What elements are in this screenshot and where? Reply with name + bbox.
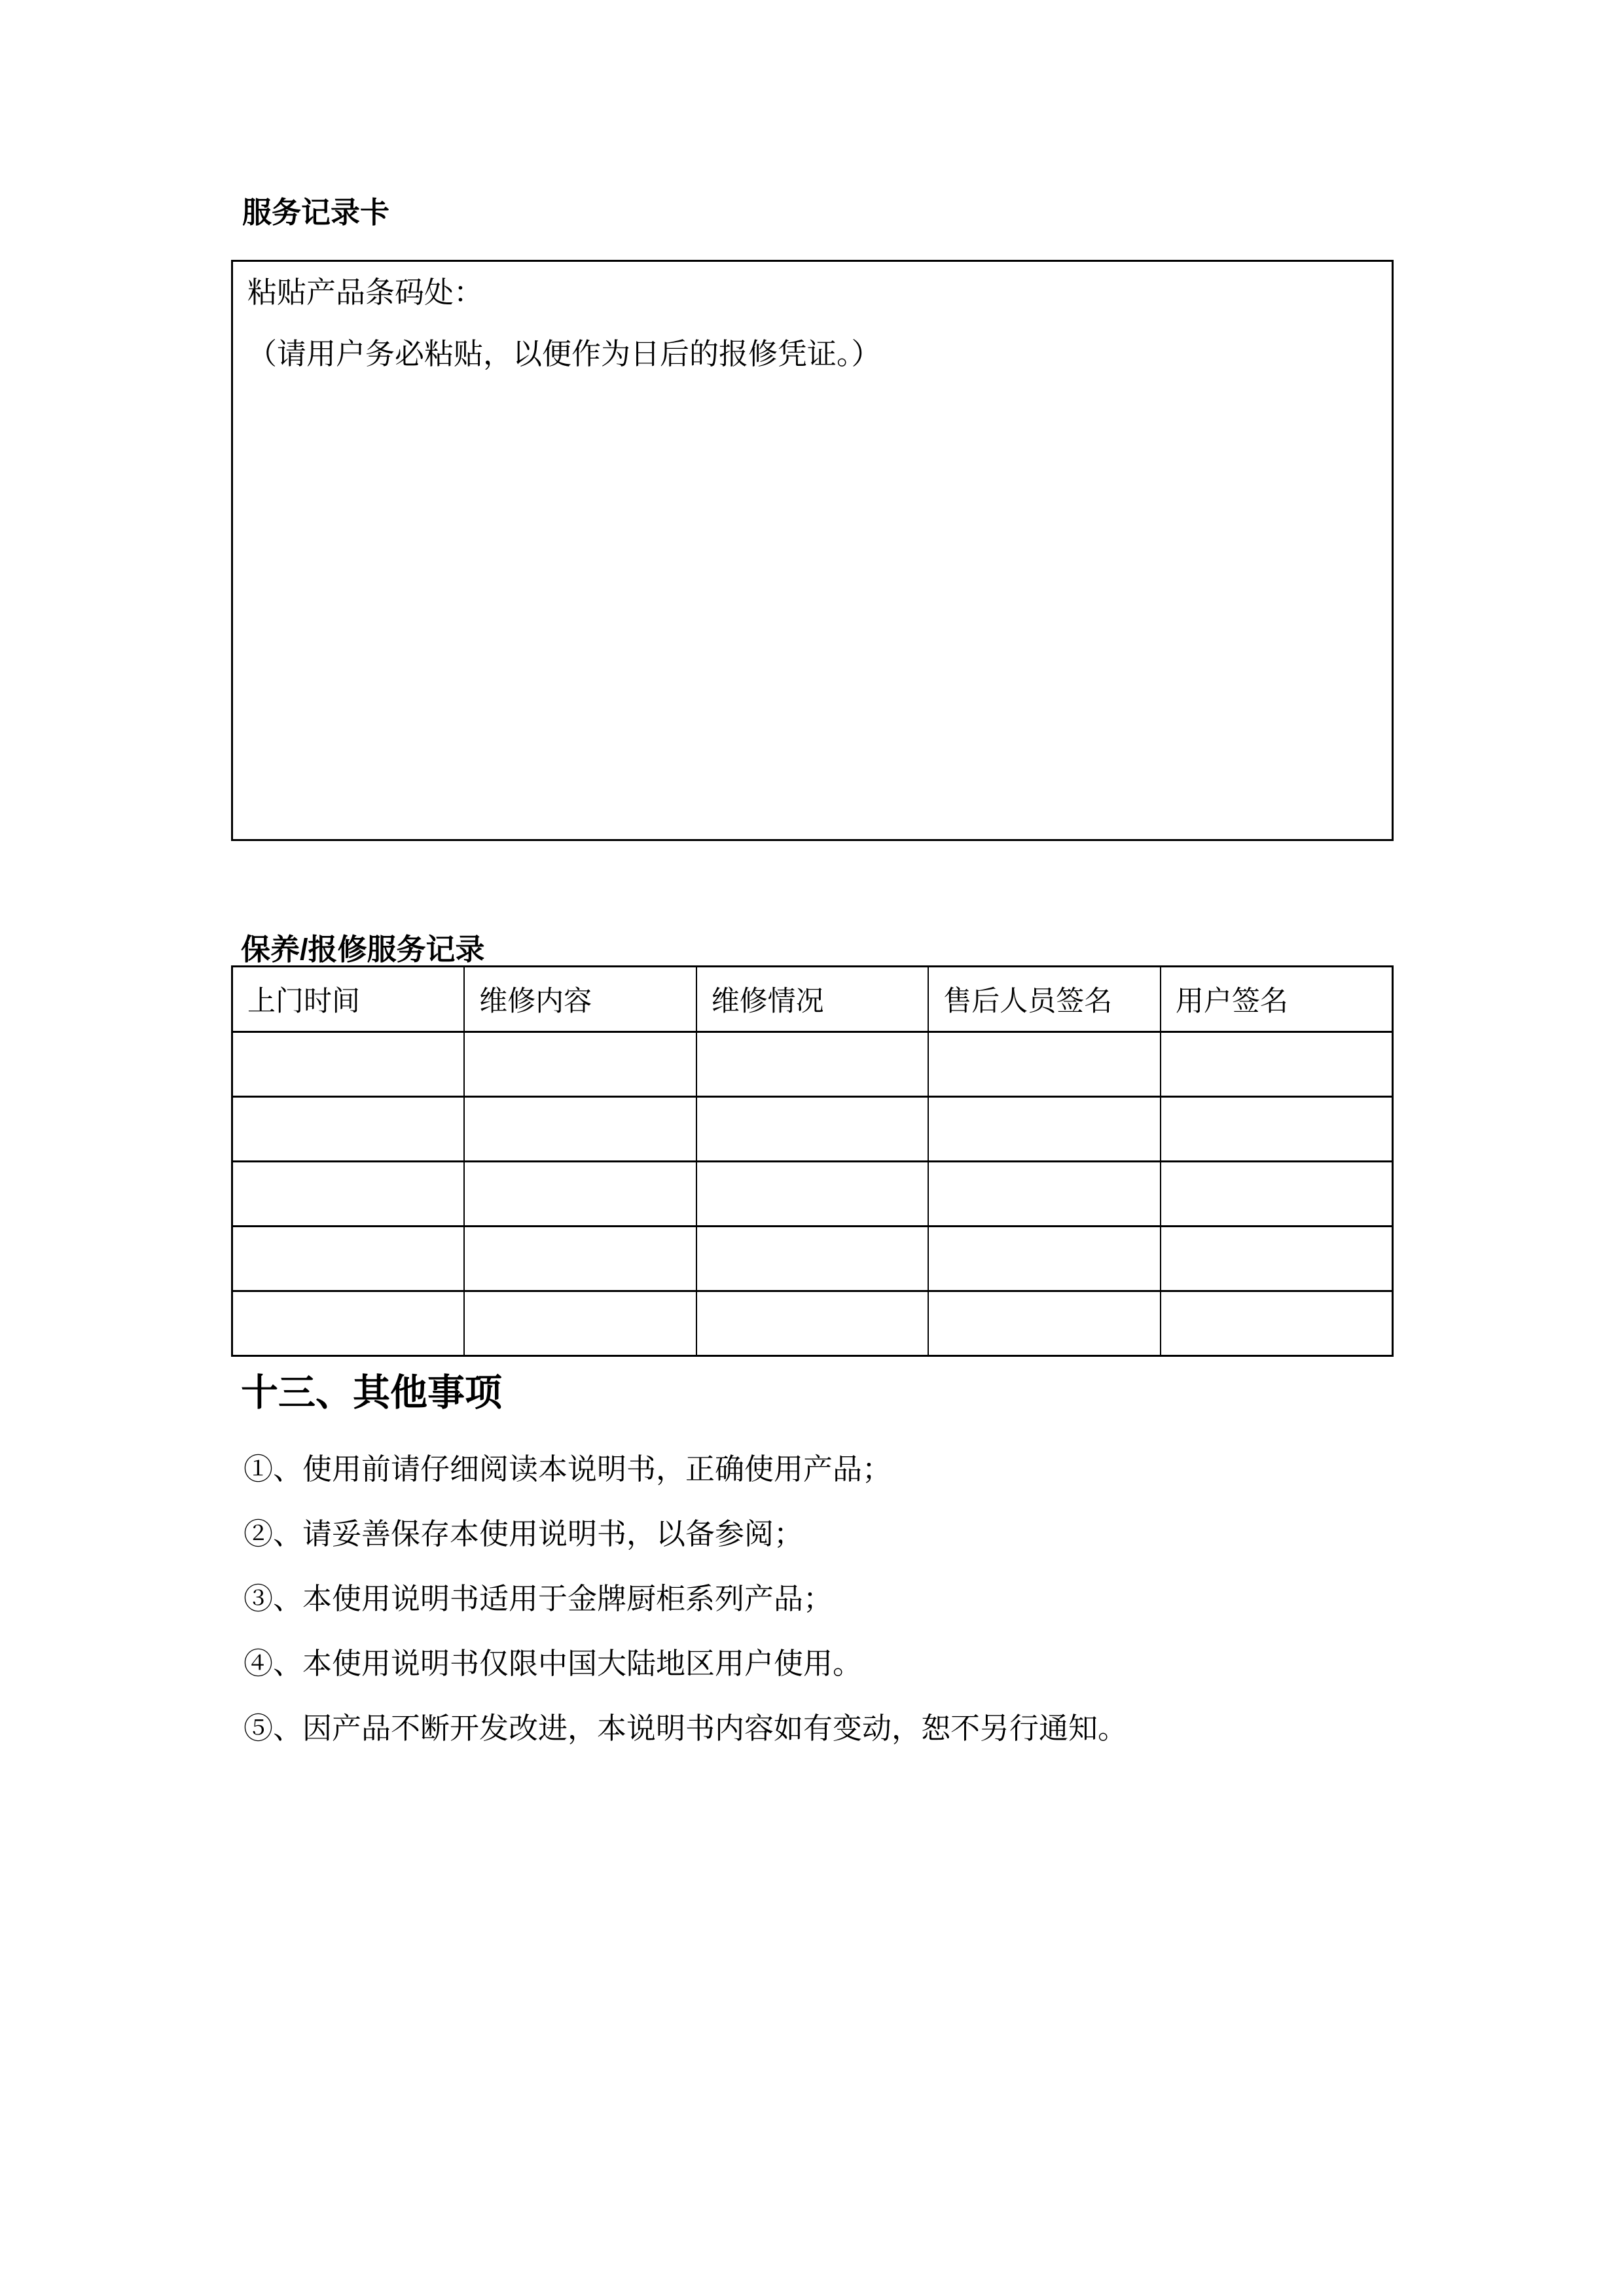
table-cell bbox=[232, 1097, 465, 1162]
other-matters-title: 十三、其他事项 bbox=[241, 1372, 502, 1414]
other-matters-item: ③、本使用说明书适用于金牌厨柜系列产品； bbox=[244, 1582, 833, 1615]
table-row bbox=[232, 1162, 1393, 1227]
table-cell bbox=[1161, 1032, 1393, 1097]
table-cell bbox=[696, 1097, 929, 1162]
table-cell bbox=[1161, 1227, 1393, 1291]
table-cell bbox=[928, 1032, 1161, 1097]
table-cell bbox=[696, 1162, 929, 1227]
table-cell bbox=[464, 1162, 696, 1227]
table-cell bbox=[696, 1291, 929, 1356]
table-cell bbox=[696, 1227, 929, 1291]
table-cell bbox=[928, 1097, 1161, 1162]
service-card-title: 服务记录卡 bbox=[242, 196, 390, 229]
service-record-title: 保养/报修服务记录 bbox=[241, 933, 485, 966]
barcode-box-note: （请用户务必粘贴，以便作为日后的报修凭证。） bbox=[247, 337, 881, 370]
table-header-cell: 维修内容 bbox=[464, 967, 696, 1032]
table-cell bbox=[928, 1227, 1161, 1291]
table-header-cell: 售后人员签名 bbox=[928, 967, 1161, 1032]
other-matters-item: ④、本使用说明书仅限中国大陆地区用户使用。 bbox=[244, 1647, 863, 1680]
table-cell bbox=[232, 1032, 465, 1097]
table-header-cell: 用户签名 bbox=[1161, 967, 1393, 1032]
other-matters-item: ①、使用前请仔细阅读本说明书，正确使用产品； bbox=[244, 1452, 892, 1486]
table-cell bbox=[464, 1097, 696, 1162]
other-matters-list bbox=[244, 1452, 1127, 1776]
table-cell bbox=[1161, 1291, 1393, 1356]
table-cell bbox=[696, 1032, 929, 1097]
table-header-cell: 维修情况 bbox=[696, 967, 929, 1032]
table-row bbox=[232, 1097, 1393, 1162]
other-matters-item: ②、请妥善保存本使用说明书，以备参阅； bbox=[244, 1517, 804, 1551]
table-header-row bbox=[232, 967, 1393, 1032]
table-cell bbox=[1161, 1162, 1393, 1227]
table-cell bbox=[464, 1291, 696, 1356]
table-cell bbox=[232, 1227, 465, 1291]
table-cell bbox=[464, 1032, 696, 1097]
table-cell bbox=[464, 1227, 696, 1291]
table-row bbox=[232, 1291, 1393, 1356]
other-matters-item: ⑤、因产品不断开发改进，本说明书内容如有变动，恕不另行通知。 bbox=[244, 1712, 1128, 1745]
barcode-paste-box bbox=[231, 260, 1394, 841]
service-record-table bbox=[231, 965, 1394, 1357]
table-row bbox=[232, 1227, 1393, 1291]
table-cell bbox=[232, 1291, 465, 1356]
table-cell bbox=[1161, 1097, 1393, 1162]
table-cell bbox=[928, 1291, 1161, 1356]
table-row bbox=[232, 1032, 1393, 1097]
table-header-cell: 上门时间 bbox=[232, 967, 465, 1032]
barcode-box-label: 粘贴产品条码处： bbox=[247, 276, 484, 309]
table-cell bbox=[928, 1162, 1161, 1227]
table-cell bbox=[232, 1162, 465, 1227]
